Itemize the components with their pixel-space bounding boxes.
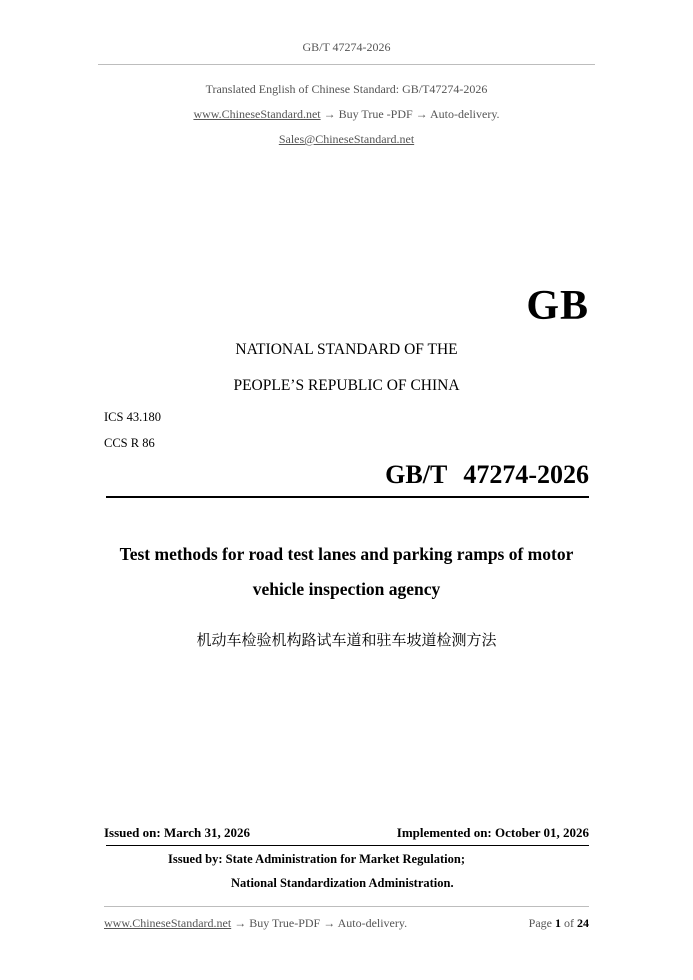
issuer-line-2: National Standardization Administration. bbox=[231, 876, 454, 890]
issued-on-date: Issued on: March 31, 2026 bbox=[104, 825, 251, 840]
page-of: of bbox=[561, 916, 577, 930]
ics-code: ICS 43.180 bbox=[104, 410, 161, 424]
ccs-code: CCS R 86 bbox=[104, 436, 155, 450]
footer-divider bbox=[104, 906, 589, 907]
standard-code: GB/T 47274-2026 bbox=[385, 460, 589, 489]
national-standard-line-1: NATIONAL STANDARD OF THE bbox=[235, 341, 458, 358]
document-title-line-2: vehicle inspection agency bbox=[252, 579, 441, 599]
gb-mark: GB bbox=[526, 283, 589, 329]
header-divider bbox=[98, 64, 595, 65]
promo-text: → Buy True -PDF → Auto-delivery. bbox=[320, 107, 500, 121]
sales-email-link[interactable]: Sales@ChineseStandard.net bbox=[278, 132, 415, 146]
page-number: 1 bbox=[555, 916, 561, 930]
sales-line bbox=[0, 132, 693, 147]
implemented-on-date: Implemented on: October 01, 2026 bbox=[396, 825, 589, 840]
running-header: GB/T 47274-2026 bbox=[302, 40, 391, 54]
page-prefix: Page bbox=[528, 916, 555, 930]
page-total: 24 bbox=[577, 916, 589, 930]
chinese-title: 机动车检验机构路试车道和驻车坡道检测方法 bbox=[196, 631, 497, 649]
document-title-line-1: Test methods for road test lanes and parking ramps of motor bbox=[119, 544, 574, 564]
dates-divider bbox=[106, 845, 589, 846]
website-link[interactable]: www.ChineseStandard.net bbox=[193, 107, 321, 121]
footer-website-link[interactable]: www.ChineseStandard.net bbox=[104, 916, 232, 930]
national-standard-line-2: PEOPLE’S REPUBLIC OF CHINA bbox=[233, 377, 460, 394]
page-indicator bbox=[529, 916, 589, 931]
issuer-line-1: Issued by: State Administration for Market Regulation; bbox=[168, 852, 465, 866]
promo-line bbox=[0, 107, 693, 122]
footer-promo bbox=[104, 916, 407, 931]
footer-promo-text: → Buy True-PDF → Auto-delivery. bbox=[231, 916, 408, 930]
title-divider bbox=[106, 496, 589, 498]
translation-note: Translated English of Chinese Standard: GB/T47274-2026 bbox=[205, 82, 488, 96]
